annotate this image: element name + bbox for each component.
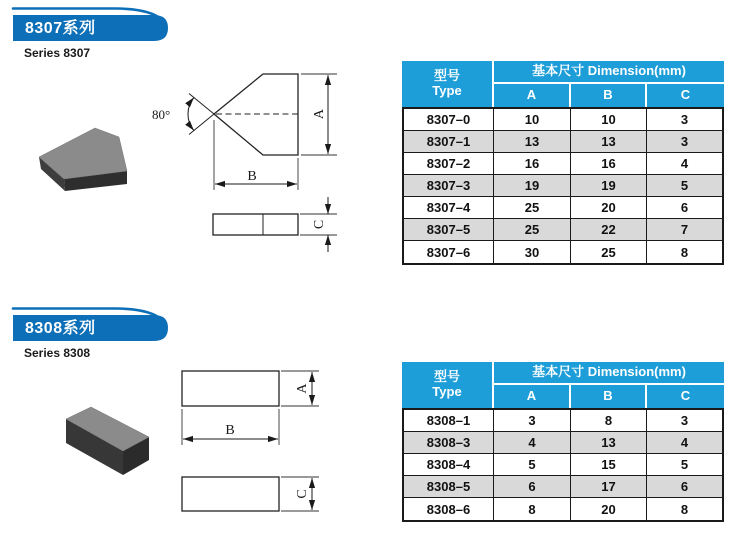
cell-type: 8308–5 (404, 476, 494, 498)
cell-type: 8307–4 (404, 197, 494, 219)
dim-label-c: C (312, 219, 328, 230)
cell-a: 6 (494, 476, 571, 498)
cell-a: 8 (494, 498, 571, 520)
cell-b: 22 (571, 219, 647, 241)
cell-b: 13 (571, 432, 647, 454)
dim-label-a: A (312, 108, 328, 120)
angle-extension-upper (189, 94, 214, 115)
spec-table-header-8307 (402, 61, 724, 107)
cell-c: 8 (647, 498, 722, 520)
cell-b: 19 (571, 175, 647, 197)
cell-a: 4 (494, 432, 571, 454)
side-view-outline (182, 477, 279, 511)
cell-type: 8308–6 (404, 498, 494, 520)
bar-3d-illustration (55, 400, 160, 485)
angle-label: 80° (152, 107, 171, 122)
dim-label-b: B (225, 423, 235, 438)
cell-a: 5 (494, 454, 571, 476)
column-header-type (402, 362, 494, 408)
banner-title: 8307系列 (25, 20, 96, 37)
cell-type: 8307–6 (404, 241, 494, 263)
top-view-outline (182, 371, 279, 406)
banner-title: 8308系列 (25, 320, 96, 337)
dim-label-b: B (247, 169, 257, 184)
cell-b: 16 (571, 153, 647, 175)
dim-label-a: A (295, 383, 311, 394)
cell-type: 8308–3 (404, 432, 494, 454)
insert-3d-illustration (30, 122, 138, 196)
cell-b: 17 (571, 476, 647, 498)
angle-extension-lower (189, 114, 214, 135)
cell-c: 8 (647, 241, 722, 263)
column-header-a: A (494, 385, 571, 408)
cell-a: 16 (494, 153, 571, 175)
cell-a: 30 (494, 241, 571, 263)
side-view-outline (213, 214, 298, 235)
cell-a: 10 (494, 109, 571, 131)
cell-b: 15 (571, 454, 647, 476)
dimension-header: 基本尺寸 Dimension(mm) (494, 362, 724, 385)
cell-c: 5 (647, 175, 722, 197)
cell-type: 8308–1 (404, 410, 494, 432)
type-header-cn: 型号 (433, 369, 460, 385)
type-header-en: Type (432, 384, 462, 399)
column-header-type (402, 61, 494, 107)
spec-table-8308 (402, 408, 724, 522)
cell-c: 3 (647, 410, 722, 432)
cell-a: 25 (494, 219, 571, 241)
type-header-en: Type (432, 83, 462, 98)
column-header-b: B (571, 84, 647, 107)
cell-type: 8307–3 (404, 175, 494, 197)
cell-type: 8307–5 (404, 219, 494, 241)
cell-c: 4 (647, 153, 722, 175)
cell-a: 25 (494, 197, 571, 219)
cell-a: 13 (494, 131, 571, 153)
cell-b: 20 (571, 498, 647, 520)
spec-table-header-8308 (402, 362, 724, 408)
cell-c: 7 (647, 219, 722, 241)
cell-b: 13 (571, 131, 647, 153)
series-label: Series 8307 (24, 46, 91, 60)
dimension-drawing-8307 (148, 58, 348, 258)
column-header-c: C (647, 385, 724, 408)
column-header-a: A (494, 84, 571, 107)
cell-b: 8 (571, 410, 647, 432)
cell-c: 4 (647, 432, 722, 454)
type-header-cn: 型号 (433, 68, 460, 84)
cell-type: 8307–0 (404, 109, 494, 131)
dim-label-c: C (295, 489, 311, 499)
cell-a: 19 (494, 175, 571, 197)
cell-type: 8307–2 (404, 153, 494, 175)
dimension-drawing-8308 (150, 360, 340, 525)
series-label: Series 8308 (24, 346, 91, 360)
angle-arc (188, 98, 194, 131)
cell-type: 8307–1 (404, 131, 494, 153)
spec-table-8307 (402, 107, 724, 265)
cell-c: 3 (647, 131, 722, 153)
cell-type: 8308–4 (404, 454, 494, 476)
cell-c: 5 (647, 454, 722, 476)
cell-a: 3 (494, 410, 571, 432)
cell-b: 10 (571, 109, 647, 131)
cell-b: 20 (571, 197, 647, 219)
cell-c: 6 (647, 197, 722, 219)
cell-c: 3 (647, 109, 722, 131)
column-header-c: C (647, 84, 724, 107)
cell-c: 6 (647, 476, 722, 498)
cell-b: 25 (571, 241, 647, 263)
column-header-b: B (571, 385, 647, 408)
dimension-header: 基本尺寸 Dimension(mm) (494, 61, 724, 84)
